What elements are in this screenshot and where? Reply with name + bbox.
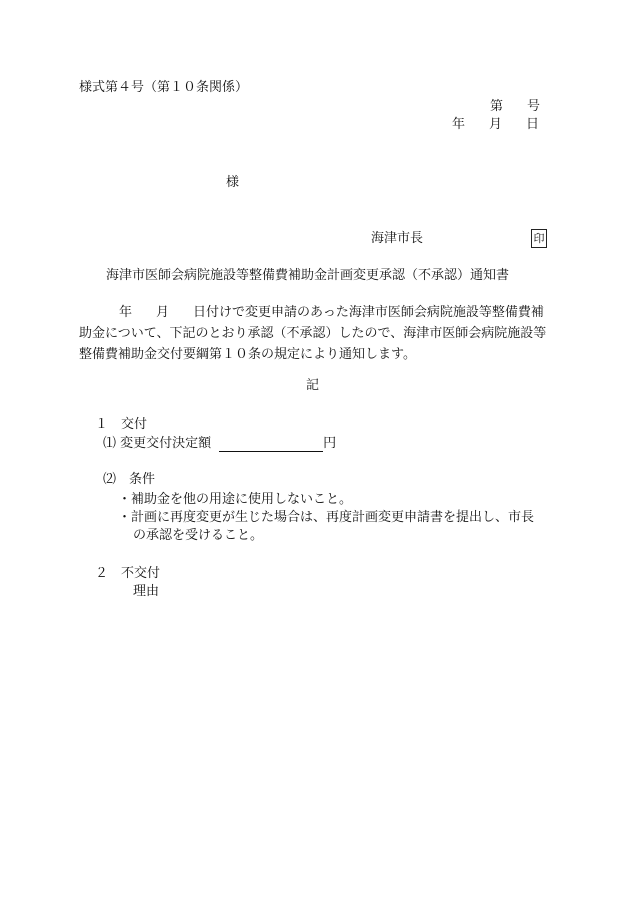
body-month: 月 [156,305,170,320]
amount-unit: 円 [323,436,337,451]
item2-heading: ⑵ 条件 [103,472,156,487]
condition-1: ・補助金を他の用途に使用しないこと。 [118,492,353,507]
item1-line [103,436,336,452]
date-year: 年 [452,117,466,132]
section2-heading: ２ 不交付 [95,566,161,581]
date-day: 日 [526,117,540,132]
recipient-honorific: 様 [226,175,240,190]
form-label: 様式第４号（第１０条関係） [79,80,249,95]
item1-number: ⑴ [103,436,117,451]
document-title: 海津市医師会病院施設等整備費補助金計画変更承認（不承認）通知書 [106,268,510,283]
section1-heading: １ 交付 [95,417,148,432]
date-month: 月 [489,117,503,132]
condition-2-continued: の承認を受けること。 [133,528,264,543]
seal-box: 印 [531,229,547,248]
number-prefix: 第 [490,99,504,114]
body-year: 年 [119,305,133,320]
document-number-line [490,99,540,115]
ki-heading: 記 [306,378,320,393]
body-paragraph [79,302,549,365]
item1-label: 変更交付決定額 [120,436,212,451]
condition-2: ・計画に再度変更が生じた場合は、再度計画変更申請書を提出し、市長 [118,510,535,525]
number-suffix: 号 [527,99,541,114]
body-text: 日付けで変更申請のあった海津市医師会病院施設等整備費補助金について、下記のとおり承認（不承認）したので、海津市医師会病院施設等整備費補助金交付要綱第１０条の規定により通知します。 [79,305,547,362]
date-line [452,117,539,133]
issuer-title: 海津市長 [371,231,424,246]
amount-blank-line [219,437,323,452]
reason-label: 理由 [133,584,160,599]
